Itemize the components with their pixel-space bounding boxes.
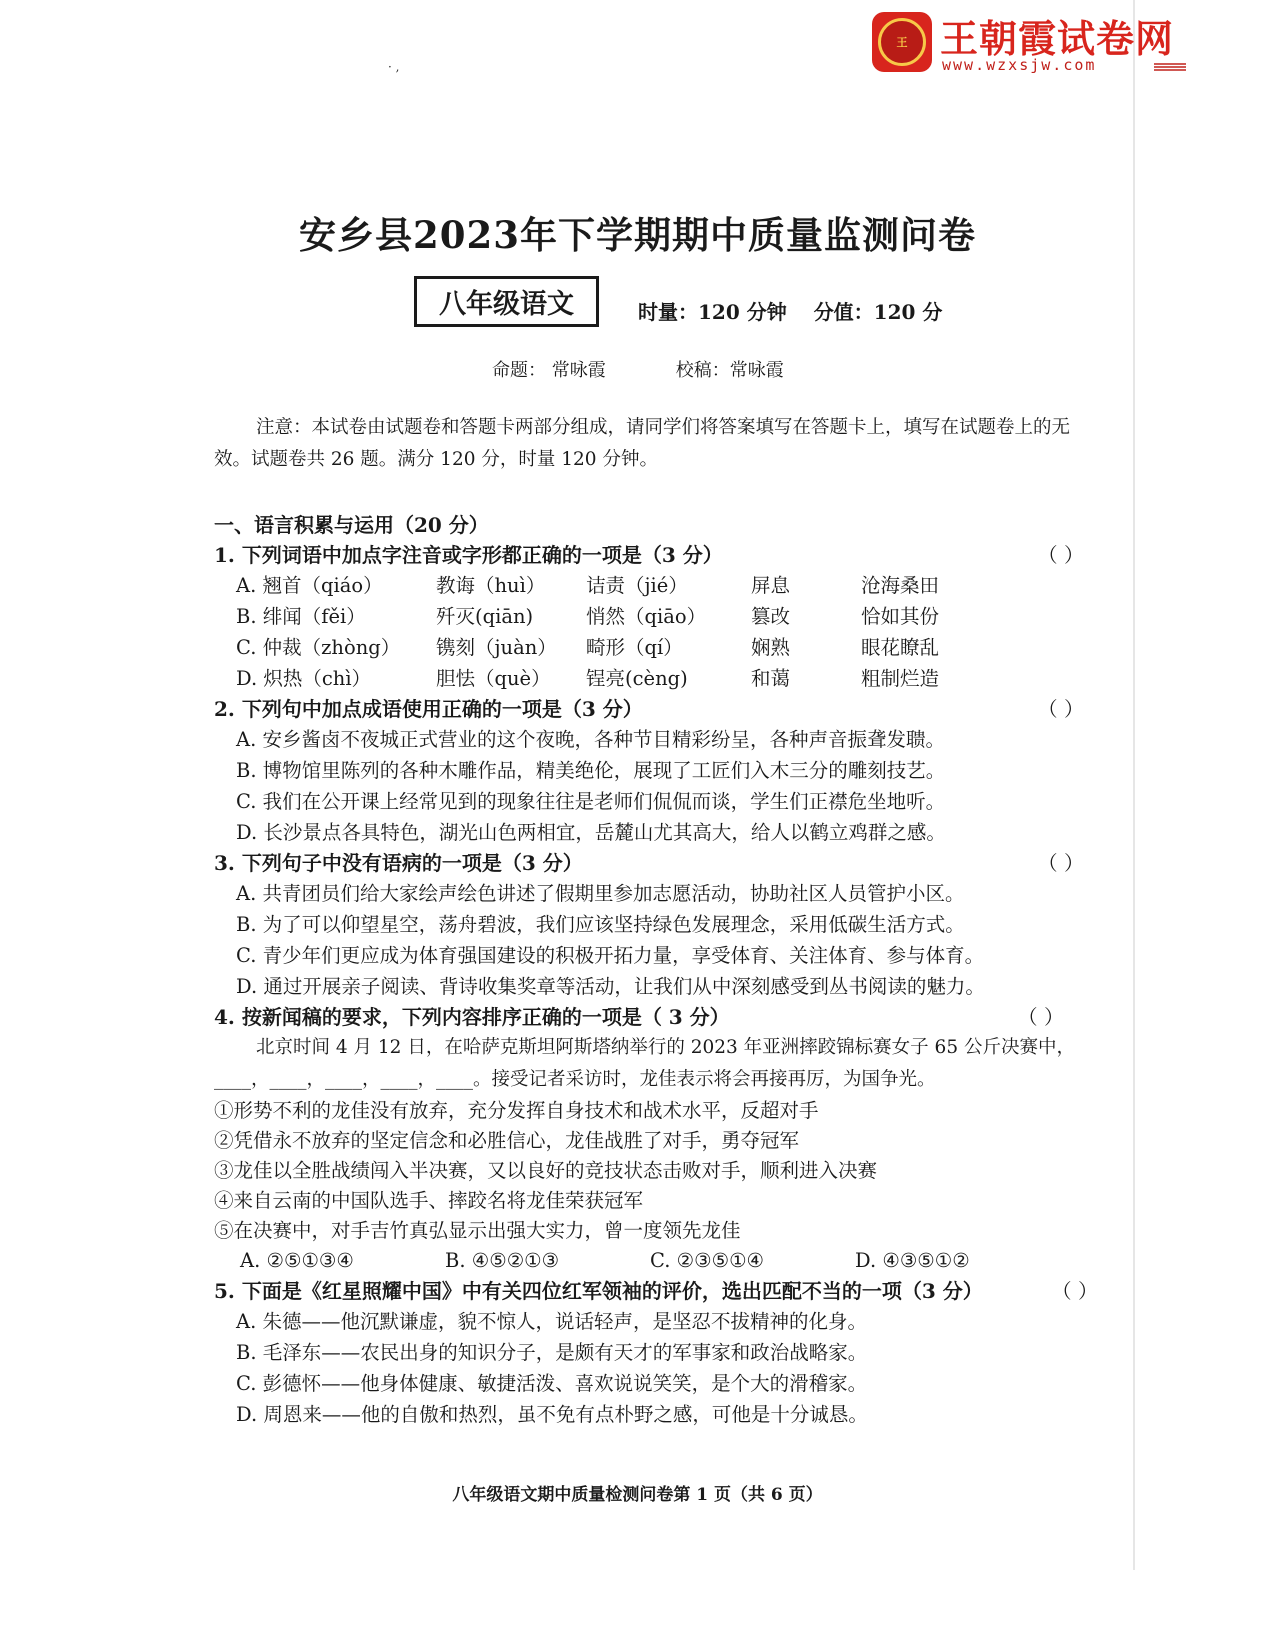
time-score	[638, 296, 962, 325]
q3-option-c: C. 青少年们更应成为体育强国建设的积极开拓力量，享受体育、关注体育、参与体育。	[236, 944, 985, 967]
answer-parenthesis: （ ）	[1037, 543, 1084, 567]
answer-parenthesis: （ ）	[1037, 697, 1084, 721]
question-5-stem: 5. 下面是《红星照耀中国》中有关四位红军领袖的评价，选出匹配不当的一项（3 分） （ ）	[214, 1276, 1084, 1306]
q4-item-2: ②凭借永不放弃的坚定信念和必胜信心，龙佳战胜了对手，勇夺冠军	[214, 1129, 800, 1152]
answer-parenthesis: （ ）	[1051, 1279, 1098, 1303]
answer-parenthesis: （ ）	[1017, 1005, 1064, 1029]
exam-title: 安乡县2023年下学期期中质量监测问卷	[299, 213, 976, 257]
q5-option-d: D. 周恩来——他的自傲和热烈，虽不免有点朴野之感，可他是十分诚恳。	[236, 1403, 868, 1426]
q2-option-b: B. 博物馆里陈列的各种木雕作品，精美绝伦，展现了工匠们入木三分的雕刻技艺。	[236, 759, 946, 782]
q2-option-d: D. 长沙景点各具特色，湖光山色两相宜，岳麓山尤其高大，给人以鹤立鸡群之感。	[236, 821, 946, 844]
question-3-stem: 3. 下列句子中没有语病的一项是（3 分） （ ）	[214, 848, 1084, 878]
logo-name: 王朝霞试卷网	[940, 17, 1175, 61]
q3-option-a: A. 共青团员们给大家绘声绘色讲述了假期里参加志愿活动，协助社区人员管护小区。	[236, 882, 965, 905]
author: 命题： 常咏霞	[492, 360, 606, 381]
q4-answer-c: C. ②③⑤①④	[650, 1249, 765, 1272]
total-score: 分值：120 分	[813, 300, 943, 324]
q1-option-b: B. 绯闻（fěi） 歼灭(qiān) 悄然（qiāo） 篡改 恰如其份	[236, 605, 940, 628]
proofreader: 校稿：常咏霞	[675, 360, 784, 381]
q4-answer-b: B. ④⑤②①③	[445, 1249, 560, 1272]
question-1-stem: 1. 下列词语中加点字注音或字形都正确的一项是（3 分） （ ）	[214, 540, 1084, 570]
q3-option-d: D. 通过开展亲子阅读、背诗收集奖章等活动，让我们从中深刻感受到丛书阅读的魅力。	[236, 975, 985, 998]
time-limit: 时量：120 分钟	[638, 300, 787, 324]
authors	[492, 356, 784, 382]
question-4-stem: 4. 按新闻稿的要求，下列内容排序正确的一项是（ 3 分） （ ）	[214, 1002, 1084, 1032]
q1-option-c: C. 仲裁（zhòng） 镌刻（juàn） 畸形（qí） 娴熟 眼花瞭乱	[236, 636, 940, 659]
logo-lines-icon	[1154, 62, 1186, 72]
logo-seal-icon: 王	[872, 12, 932, 72]
answer-parenthesis: （ ）	[1037, 851, 1084, 875]
q4-answers	[214, 1246, 1084, 1276]
notice: 注意：本试卷由试题卷和答题卡两部分组成，请同学们将答案填写在答题卡上，填写在试题卷上的无效。试题卷共 26 题。满分 120 分，时量 120 分钟。	[214, 417, 1071, 470]
q2-option-a: A. 安乡酱卤不夜城正式营业的这个夜晚，各种节目精彩纷呈，各种声音振聋发聩。	[236, 728, 945, 751]
q3-option-b: B. 为了可以仰望星空，荡舟碧波，我们应该坚持绿色发展理念，采用低碳生活方式。	[236, 913, 965, 936]
q4-passage: 北京时间 4 月 12 日，在哈萨克斯坦阿斯塔纳举行的 2023 年亚洲摔跤锦标赛女子 65 公斤决赛中，____，____，____，____，____。接受记者采访时，龙佳表示将会再接再厉，为国争光。	[214, 1037, 1075, 1090]
q5-option-b: B. 毛泽东——农民出身的知识分子，是颇有天才的军事家和政治战略家。	[236, 1341, 868, 1364]
logo-url: www.wzxsjw.com	[942, 56, 1097, 74]
page-footer: 八年级语文期中质量检测问卷第 1 页（共 6 页）	[452, 1485, 823, 1505]
section-title: 一、语言积累与运用（20 分）	[214, 513, 489, 537]
q4-answer-a: A. ②⑤①③④	[240, 1249, 354, 1272]
q5-option-c: C. 彭德怀——他身体健康、敏捷活泼、喜欢说说笑笑，是个大的滑稽家。	[236, 1372, 868, 1395]
question-2-stem: 2. 下列句中加点成语使用正确的一项是（3 分） （ ）	[214, 694, 1084, 724]
q1-option-a: A. 翘首（qiáo） 教诲（huì） 诘责（jié） 屏息 沧海桑田	[236, 574, 940, 597]
question-body	[214, 510, 1098, 1430]
q5-option-a: A. 朱德——他沉默谦虚，貌不惊人，说话轻声，是坚忍不拔精神的化身。	[236, 1310, 867, 1333]
site-logo	[872, 8, 1192, 78]
q4-item-1: ①形势不利的龙佳没有放弃，充分发挥自身技术和战术水平，反超对手	[214, 1099, 819, 1122]
subject-box: 八年级语文	[414, 276, 599, 327]
q2-option-c: C. 我们在公开课上经常见到的现象往往是老师们侃侃而谈，学生们正襟危坐地听。	[236, 790, 946, 813]
scan-mark: · ,	[388, 60, 400, 74]
q4-item-3: ③龙佳以全胜战绩闯入半决赛，又以良好的竞技状态击败对手，顺利进入决赛	[214, 1159, 878, 1182]
q4-item-5: ⑤在决赛中，对手吉竹真弘显示出强大实力，曾一度领先龙佳	[214, 1219, 741, 1242]
q4-answer-d: D. ④③⑤①②	[855, 1249, 970, 1272]
q1-option-d: D. 炽热（chì） 胆怯（què） 锃亮(cèng) 和蔼 粗制烂造	[236, 667, 940, 690]
q4-item-4: ④来自云南的中国队选手、摔跤名将龙佳荣获冠军	[214, 1189, 644, 1212]
